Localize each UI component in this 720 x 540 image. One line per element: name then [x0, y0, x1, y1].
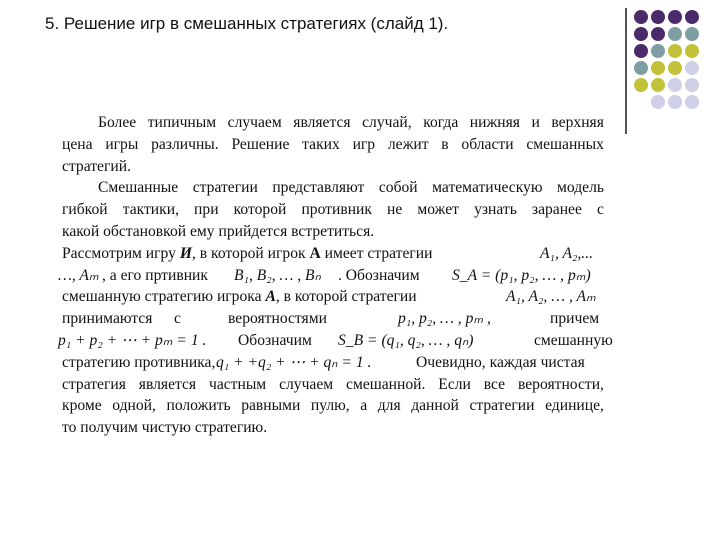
paragraph-line-9 [62, 286, 604, 308]
probabilities-formula: p₁, p₂, … , pₘ , [398, 310, 491, 328]
line10-text-e: причем [550, 310, 600, 328]
decorative-dot [668, 27, 682, 41]
word: является [138, 375, 197, 393]
word: тактики, [122, 201, 179, 219]
player-a-symbol-2: А [265, 288, 276, 306]
word: области [461, 135, 514, 153]
line7-text-e: имеет стратегии [320, 244, 433, 262]
decorative-dot [651, 78, 665, 92]
word: кроме [62, 397, 102, 415]
word: цена [62, 135, 93, 153]
line9-text-a: смешанную стратегию игрока [62, 288, 266, 306]
word: является [293, 114, 351, 131]
decorative-dot [651, 95, 665, 109]
vertical-divider [625, 8, 627, 134]
word: заранее [531, 201, 582, 219]
decorative-dot [651, 44, 665, 58]
decorative-dot [634, 61, 648, 75]
line7-text-a: Рассмотрим игру [62, 244, 180, 262]
decorative-dot [685, 44, 699, 58]
decorative-dot [668, 78, 682, 92]
word: нижняя [469, 114, 520, 131]
decorative-dot [685, 61, 699, 75]
word: различны. [151, 135, 219, 153]
word: Решение [231, 135, 290, 153]
line12-text-a: стратегию противника, [62, 353, 216, 371]
decorative-dot [651, 27, 665, 41]
word: равными [241, 397, 301, 415]
word: при [194, 201, 219, 219]
line9-text-c: , в которой стратегии [275, 288, 417, 306]
paragraph-line-12 [62, 352, 604, 374]
game-symbol: И [179, 244, 192, 262]
word: с [596, 201, 604, 219]
decorative-dot [685, 95, 699, 109]
word: верхняя [551, 114, 604, 131]
paragraph-line-3: стратегий. [62, 157, 131, 175]
paragraph-line-8 [58, 265, 604, 287]
decorative-dot [685, 78, 699, 92]
word: для [377, 397, 401, 415]
word: игры [105, 135, 139, 153]
decorative-dot [634, 44, 648, 58]
word: может [417, 201, 459, 219]
decorative-dot [685, 27, 699, 41]
word: модель [557, 179, 604, 197]
word: частным [208, 375, 267, 393]
word: лежит [387, 135, 429, 153]
player-a-symbol: А [309, 244, 321, 262]
decorative-dot [685, 10, 699, 24]
line8-text-d: . Обозначим [338, 266, 420, 284]
word: смешанной. [346, 375, 426, 393]
mixed-strategy-sb-formula: S_B = (q₁, q₂, … , qₙ) [338, 331, 474, 349]
decorative-dot [668, 95, 682, 109]
slide-title: 5. Решение игр в смешанных стратегиях (слайд 1). [45, 14, 449, 33]
word: игр [352, 135, 376, 153]
word: узнать [474, 201, 517, 219]
word: единице, [545, 397, 604, 415]
decorative-dot-grid [628, 6, 720, 116]
paragraph-line-6: какой обстановкой ему прийдется встретиться. [62, 222, 375, 240]
line7-text-c: , в которой игрок [191, 244, 310, 262]
word: Более [98, 114, 137, 131]
paragraph-line-10 [62, 308, 604, 330]
word: все [483, 375, 506, 393]
word: случаем [227, 114, 282, 131]
slide-body [58, 112, 613, 439]
decorative-dot [668, 44, 682, 58]
paragraph-line-5 [62, 199, 604, 221]
word: стратегии [469, 397, 535, 415]
paragraph-line-13 [62, 374, 604, 396]
paragraph-line-7 [62, 243, 604, 265]
word: вероятности, [517, 375, 604, 393]
word: пулю, [310, 397, 350, 415]
strategies-a-formula: A₁, A₂,... [540, 244, 594, 262]
paragraph-line-15: то получим чистую стратегию. [62, 419, 268, 437]
word: противник [301, 201, 372, 219]
word: в [441, 135, 449, 153]
word: стратегии [192, 179, 258, 197]
word: типичным [147, 114, 217, 131]
strategies-a-tail-formula: …, Aₘ [58, 266, 99, 284]
word: гибкой [62, 201, 108, 219]
word: и [531, 114, 540, 131]
line8-text-b: , а его пртивник [102, 266, 208, 284]
word: когда [423, 114, 459, 131]
mixed-strategy-sa-formula: S_A = (p₁, p₂, … , pₘ) [452, 266, 591, 284]
word: данной [411, 397, 459, 415]
word: Если [438, 375, 471, 393]
word: положить [166, 397, 231, 415]
line10-text-c: вероятностями [228, 310, 327, 328]
line11-text-b: Обозначим [238, 331, 312, 349]
word: не [387, 201, 403, 219]
sum-p-formula: p₁ + p₂ + ⋯ + pₘ = 1 . [58, 331, 207, 349]
decorative-dot [668, 10, 682, 24]
decorative-dot [634, 78, 648, 92]
word: смешанных [526, 135, 604, 153]
word: собой [378, 179, 418, 197]
decorative-dot [634, 27, 648, 41]
strategies-b-formula: B₁, B₂, … , Bₙ [234, 266, 321, 284]
word: таких [302, 135, 340, 153]
decorative-dot [634, 10, 648, 24]
word: одной, [112, 397, 156, 415]
word: случаем [279, 375, 334, 393]
word: стратегия [62, 375, 126, 393]
word: математическую [432, 179, 543, 197]
line10-text-a: принимаются [62, 310, 153, 328]
line12-text-c: Очевидно, каждая чистая [416, 353, 585, 371]
paragraph-line-11 [58, 330, 613, 352]
paragraph-line-2 [62, 134, 604, 156]
paragraph-line-4 [62, 177, 604, 199]
line10-text-b: с [174, 310, 181, 328]
decorative-dot [651, 61, 665, 75]
word: случай, [362, 114, 412, 131]
word: а [360, 397, 368, 415]
line11-text-d: смешанную [534, 331, 613, 349]
word: которой [233, 201, 287, 219]
paragraph-line-1 [62, 112, 604, 134]
decorative-dot [668, 61, 682, 75]
decorative-dot [651, 10, 665, 24]
strategies-a-formula-2: A₁, A₂, … , Aₘ [506, 288, 596, 306]
paragraph-line-14 [62, 395, 604, 417]
sum-q-formula: q₁ + +q₂ + ⋯ + qₙ = 1 . [216, 353, 372, 371]
word: Смешанные [98, 179, 179, 197]
word: представляют [272, 179, 365, 197]
